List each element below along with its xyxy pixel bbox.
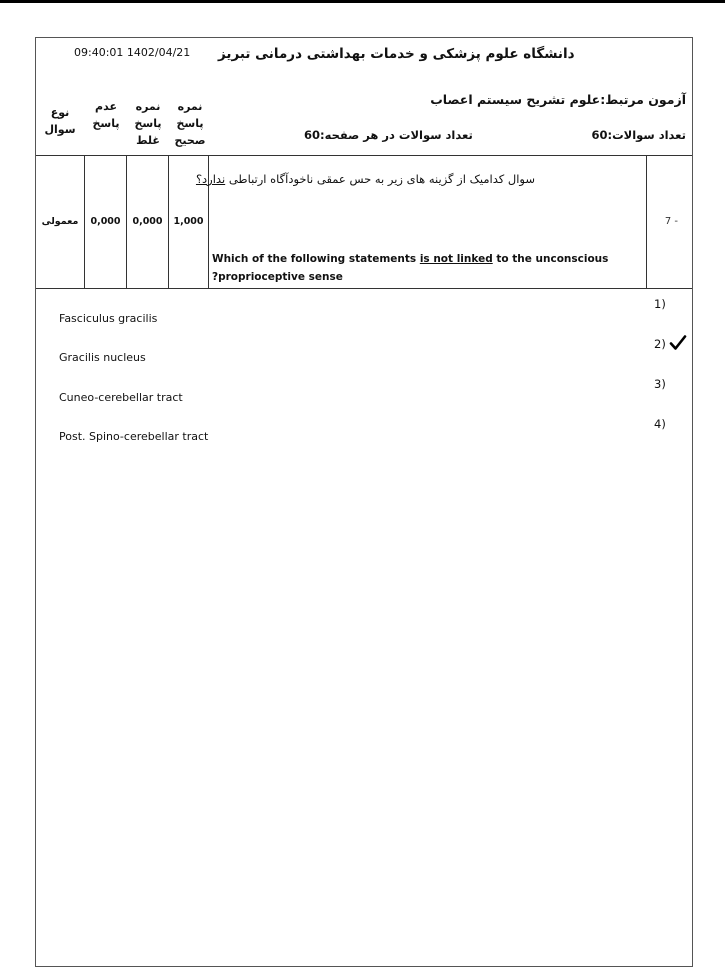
questions-per-page: تعداد سوالات در هر صفحه:60 bbox=[304, 128, 473, 142]
option-text: Post. Spino-cerebellar tract bbox=[59, 430, 209, 443]
column-header-line: نمره bbox=[135, 100, 161, 113]
question-text-english-emphasis: is not linked bbox=[419, 253, 493, 265]
question-text-persian-main: سوال کدامیک از گزینه های زیر به حس عمقی ناخودآگاه ارتباطی bbox=[225, 172, 535, 186]
question-number: 7 - bbox=[664, 216, 678, 227]
table-divider-bottom bbox=[36, 288, 692, 289]
column-header-line: پاسخ bbox=[176, 117, 204, 130]
column-header-line: عدم bbox=[95, 100, 117, 113]
window-top-border bbox=[0, 0, 725, 3]
column-header-wrong-score bbox=[127, 98, 169, 149]
option-text: Cuneo-cerebellar tract bbox=[59, 391, 183, 404]
column-header-line: غلط bbox=[136, 134, 160, 147]
no-answer-score: 0,000 bbox=[90, 216, 121, 227]
wrong-answer-score: 0,000 bbox=[132, 216, 163, 227]
column-divider bbox=[646, 155, 647, 289]
total-questions: تعداد سوالات:60 bbox=[591, 128, 686, 142]
option-text: Fasciculus gracilis bbox=[59, 312, 158, 325]
column-header-correct-score bbox=[169, 98, 211, 149]
option-number: 3) bbox=[654, 377, 666, 391]
question-text-english-line2: ?proprioceptive sense bbox=[212, 271, 343, 283]
column-header-line: نوع bbox=[50, 106, 70, 119]
option-number: 1) bbox=[654, 297, 666, 311]
correct-answer-score: 1,000 bbox=[173, 216, 204, 227]
exam-report-page bbox=[35, 37, 693, 967]
column-header-line: نمره bbox=[177, 100, 203, 113]
column-header-line: صحیح bbox=[174, 134, 206, 147]
option-text: Gracilis nucleus bbox=[59, 351, 146, 364]
column-header-no-answer bbox=[85, 98, 127, 132]
column-header-line: پاسخ bbox=[92, 117, 120, 130]
column-header-line: پاسخ bbox=[134, 117, 162, 130]
question-text-persian-emphasis: ندارد؟ bbox=[195, 172, 226, 186]
question-text-english-start: Which of the following statements bbox=[212, 253, 420, 265]
question-text-english-end: to the unconscious bbox=[492, 253, 609, 265]
table-divider-top bbox=[36, 155, 692, 156]
option-number: 2) bbox=[654, 337, 666, 351]
checkmark-icon bbox=[669, 334, 687, 352]
option-number: 4) bbox=[654, 417, 666, 431]
question-type: معمولی bbox=[41, 216, 79, 227]
question-text-persian bbox=[196, 172, 535, 186]
report-datetime: 09:40:01 1402/04/21 bbox=[74, 46, 191, 59]
column-header-question-type bbox=[36, 104, 84, 138]
column-header-line: سوال bbox=[44, 123, 76, 136]
exam-title: آزمون مرتبط:علوم تشریح سیستم اعصاب bbox=[430, 92, 686, 107]
question-text-english bbox=[212, 253, 608, 265]
university-title: دانشگاه علوم پزشکی و خدمات بهداشتی درمانی تبریز bbox=[218, 46, 575, 62]
